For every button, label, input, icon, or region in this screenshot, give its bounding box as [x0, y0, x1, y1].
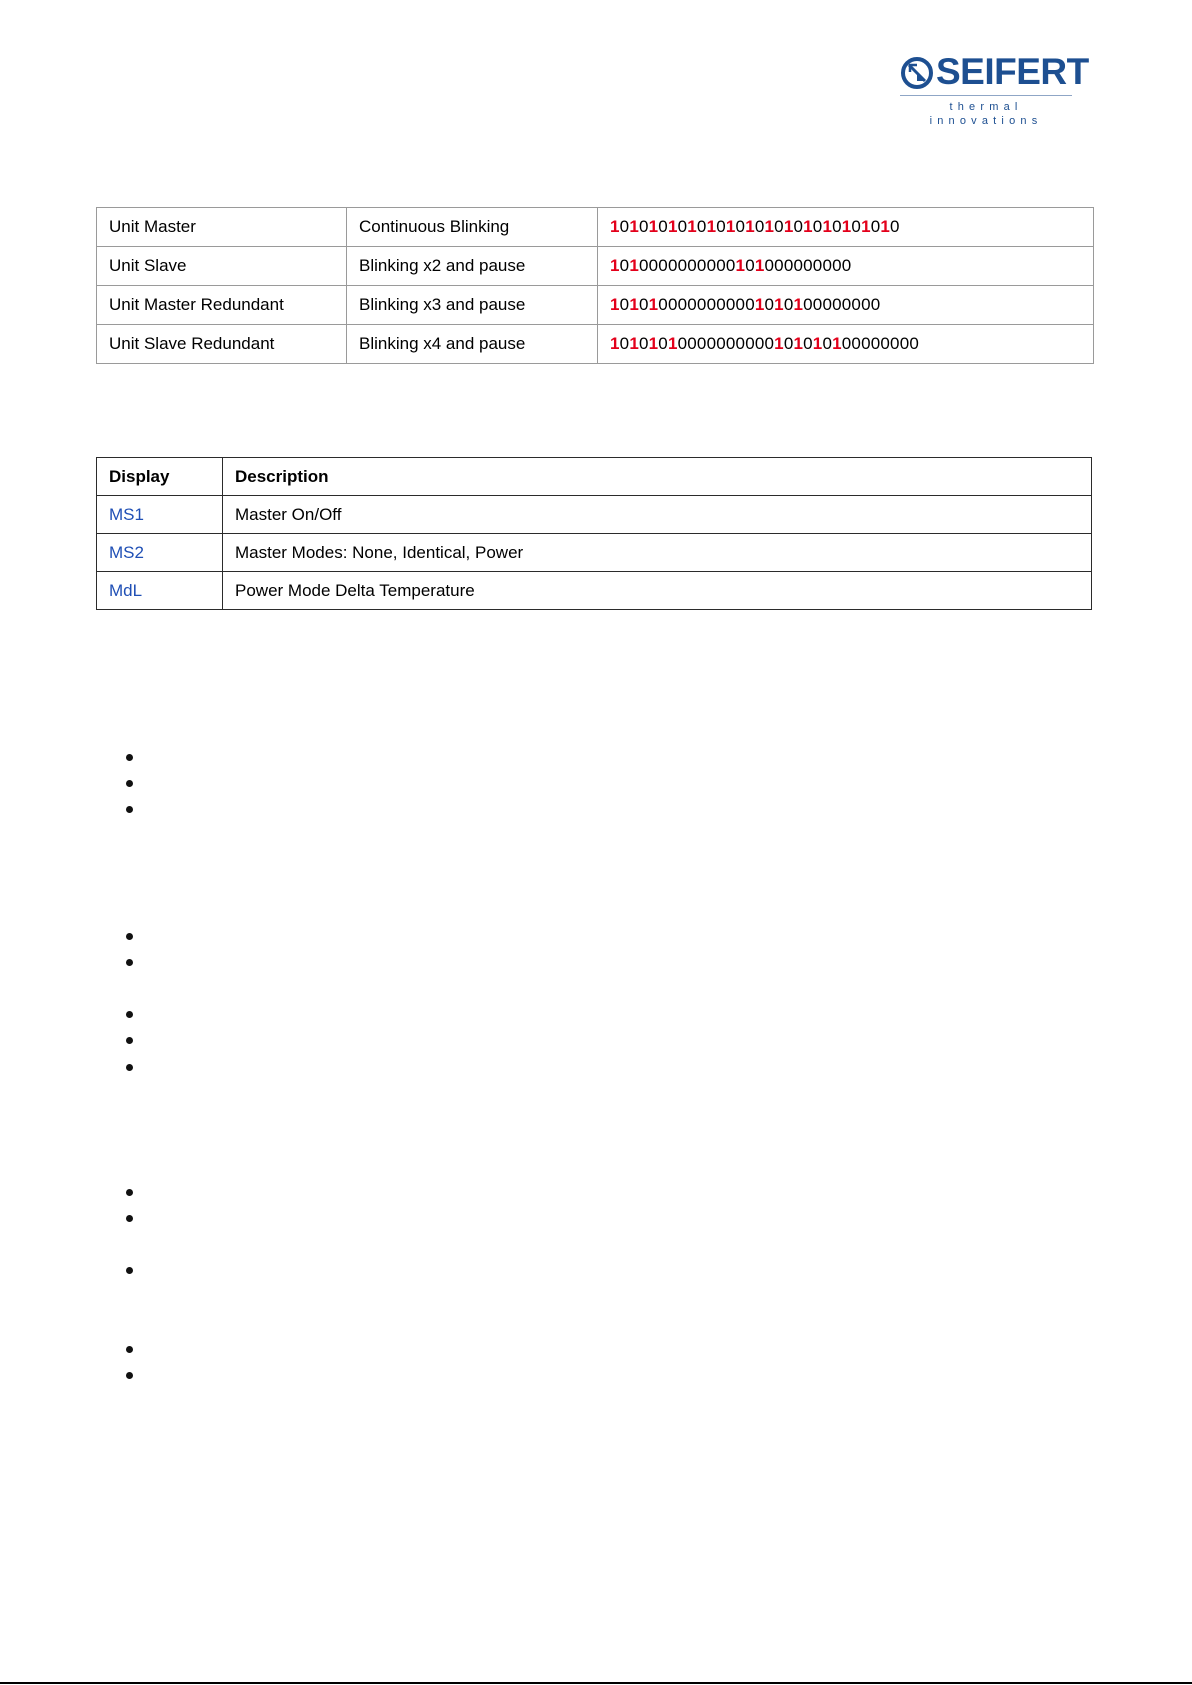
blink-pattern	[610, 334, 919, 353]
description-cell: Master Modes: None, Identical, Power	[223, 534, 1092, 572]
pattern-digit: 0	[764, 295, 775, 314]
display-code: MS1	[97, 496, 223, 534]
pattern-digit: 0	[870, 334, 881, 353]
bullet-marker	[126, 1064, 133, 1071]
pattern-digit: 1	[803, 217, 813, 236]
column-header: Description	[223, 458, 1092, 496]
bullet-marker	[126, 1215, 133, 1222]
pattern-digit: 0	[696, 256, 707, 275]
bullet-marker	[126, 1011, 133, 1018]
pattern-digit: 0	[880, 334, 891, 353]
pattern-digit: 1	[706, 217, 717, 236]
pattern-digit: 0	[861, 334, 871, 353]
pattern-digit: 0	[725, 334, 736, 353]
table-row	[97, 572, 1092, 610]
pattern-digit: 0	[754, 217, 765, 236]
pattern-digit: 0	[716, 256, 726, 275]
pattern-digit: 0	[619, 256, 630, 275]
pattern-digit: 0	[870, 217, 881, 236]
fan-icon	[900, 55, 936, 95]
pattern-digit: 1	[687, 217, 697, 236]
pattern-digit: 0	[696, 295, 707, 314]
table-row	[97, 534, 1092, 572]
bullet-marker	[126, 1267, 133, 1274]
display-parameter-table	[96, 457, 1092, 610]
blink-pattern	[610, 295, 880, 314]
pattern-digit: 0	[706, 334, 717, 353]
pattern-digit: 0	[803, 256, 813, 275]
pattern-digit: 0	[754, 334, 765, 353]
bullet-marker	[126, 806, 133, 813]
pattern-digit: 1	[725, 217, 736, 236]
pattern-digit: 0	[619, 334, 630, 353]
pattern-digit: 1	[648, 295, 659, 314]
pattern-digit: 0	[667, 295, 678, 314]
pattern-digit: 0	[687, 295, 697, 314]
pattern-digit: 0	[658, 217, 668, 236]
display-code: MS2	[97, 534, 223, 572]
column-header: Display	[97, 458, 223, 496]
blink-pattern	[610, 217, 900, 236]
pattern-digit: 0	[909, 334, 919, 353]
pattern-digit: 1	[793, 334, 804, 353]
pattern-digit: 1	[812, 334, 823, 353]
display-code: MdL	[97, 572, 223, 610]
pattern-digit: 0	[764, 334, 775, 353]
bullet-marker	[126, 754, 133, 761]
pattern-digit: 1	[774, 295, 784, 314]
pattern-digit: 1	[610, 217, 620, 236]
pattern-digit: 1	[629, 217, 639, 236]
pattern-digit: 0	[783, 256, 794, 275]
pattern-digit: 1	[861, 217, 871, 236]
pattern-digit: 0	[716, 334, 726, 353]
pattern-digit: 0	[822, 295, 833, 314]
bullet-marker	[126, 1346, 133, 1353]
pattern-digit: 0	[658, 256, 668, 275]
table-header-row	[97, 458, 1092, 496]
role-cell: Unit Master	[97, 208, 347, 247]
pattern-digit: 0	[687, 256, 697, 275]
table-row	[97, 325, 1094, 364]
pattern-digit: 0	[735, 217, 746, 236]
pattern-digit: 0	[619, 295, 630, 314]
pattern-digit: 0	[870, 295, 881, 314]
pattern-digit: 0	[706, 295, 717, 314]
pattern-cell	[598, 325, 1094, 364]
pattern-digit: 0	[638, 334, 649, 353]
pattern-digit: 1	[822, 217, 833, 236]
pattern-digit: 1	[783, 217, 794, 236]
description-cell: Master On/Off	[223, 496, 1092, 534]
table-row	[97, 208, 1094, 247]
pattern-digit: 0	[658, 334, 668, 353]
pattern-digit: 0	[619, 217, 630, 236]
logo-divider	[900, 95, 1072, 96]
pattern-digit: 1	[610, 334, 620, 353]
pattern-digit: 0	[832, 217, 842, 236]
pattern-digit: 0	[783, 295, 794, 314]
pattern-digit: 0	[803, 334, 813, 353]
indication-cell: Blinking x2 and pause	[347, 247, 598, 286]
pattern-digit: 0	[696, 217, 707, 236]
pattern-digit: 1	[880, 217, 891, 236]
pattern-digit: 0	[677, 334, 688, 353]
seifert-logo	[900, 51, 1089, 127]
pattern-digit: 0	[851, 334, 862, 353]
role-cell: Unit Slave Redundant	[97, 325, 347, 364]
pattern-digit: 0	[716, 217, 726, 236]
led-status-table	[96, 207, 1094, 364]
pattern-digit: 0	[832, 295, 842, 314]
pattern-cell	[598, 247, 1094, 286]
indication-cell: Blinking x4 and pause	[347, 325, 598, 364]
pattern-digit: 0	[735, 334, 746, 353]
table-row	[97, 247, 1094, 286]
indication-cell: Blinking x3 and pause	[347, 286, 598, 325]
pattern-digit: 0	[677, 256, 688, 275]
pattern-digit: 0	[774, 256, 784, 275]
pattern-digit: 0	[812, 295, 823, 314]
pattern-digit: 0	[851, 217, 862, 236]
blink-pattern	[610, 256, 851, 275]
pattern-digit: 0	[638, 256, 649, 275]
pattern-digit: 1	[735, 256, 746, 275]
pattern-digit: 0	[803, 295, 813, 314]
pattern-digit: 0	[687, 334, 697, 353]
page-bottom-rule	[0, 1682, 1192, 1684]
pattern-digit: 0	[899, 334, 910, 353]
bullet-marker	[126, 1372, 133, 1379]
pattern-digit: 1	[629, 256, 639, 275]
pattern-digit: 0	[638, 295, 649, 314]
pattern-digit: 0	[841, 256, 852, 275]
table-row	[97, 496, 1092, 534]
bullet-marker	[126, 1189, 133, 1196]
bullet-marker	[126, 959, 133, 966]
pattern-digit: 0	[716, 295, 726, 314]
pattern-digit: 0	[638, 217, 649, 236]
pattern-cell	[598, 208, 1094, 247]
pattern-digit: 0	[677, 295, 688, 314]
pattern-digit: 1	[745, 217, 755, 236]
pattern-digit: 1	[754, 295, 765, 314]
logo-tagline: thermal innovations	[929, 101, 1043, 127]
pattern-digit: 1	[629, 295, 639, 314]
pattern-digit: 0	[793, 256, 804, 275]
pattern-digit: 0	[648, 256, 659, 275]
pattern-digit: 0	[841, 334, 852, 353]
pattern-digit: 0	[706, 256, 717, 275]
pattern-digit: 0	[667, 256, 678, 275]
pattern-digit: 1	[832, 334, 842, 353]
pattern-digit: 1	[841, 217, 852, 236]
pattern-digit: 0	[890, 334, 900, 353]
role-cell: Unit Master Redundant	[97, 286, 347, 325]
pattern-digit: 0	[812, 217, 823, 236]
indication-cell: Continuous Blinking	[347, 208, 598, 247]
bullet-marker	[126, 933, 133, 940]
pattern-digit: 0	[832, 256, 842, 275]
pattern-digit: 0	[764, 256, 775, 275]
pattern-digit: 0	[851, 295, 862, 314]
bullet-marker	[126, 780, 133, 787]
pattern-digit: 0	[735, 295, 746, 314]
pattern-digit: 1	[610, 256, 620, 275]
pattern-digit: 0	[745, 256, 755, 275]
pattern-digit: 0	[822, 256, 833, 275]
pattern-digit: 1	[648, 334, 659, 353]
pattern-digit: 1	[764, 217, 775, 236]
pattern-digit: 0	[890, 217, 900, 236]
pattern-digit: 0	[774, 217, 784, 236]
pattern-digit: 1	[754, 256, 765, 275]
pattern-digit: 0	[783, 334, 794, 353]
pattern-digit: 1	[667, 217, 678, 236]
role-cell: Unit Slave	[97, 247, 347, 286]
pattern-digit: 0	[725, 295, 736, 314]
bullet-marker	[126, 1037, 133, 1044]
pattern-cell	[598, 286, 1094, 325]
pattern-digit: 0	[793, 217, 804, 236]
pattern-digit: 0	[841, 295, 852, 314]
pattern-digit: 0	[822, 334, 833, 353]
pattern-digit: 1	[793, 295, 804, 314]
pattern-digit: 0	[745, 334, 755, 353]
pattern-digit: 0	[745, 295, 755, 314]
pattern-digit: 1	[610, 295, 620, 314]
pattern-digit: 1	[667, 334, 678, 353]
pattern-digit: 1	[629, 334, 639, 353]
pattern-digit: 0	[725, 256, 736, 275]
pattern-digit: 0	[677, 217, 688, 236]
pattern-digit: 1	[774, 334, 784, 353]
pattern-digit: 0	[861, 295, 871, 314]
pattern-digit: 0	[812, 256, 823, 275]
pattern-digit: 0	[696, 334, 707, 353]
description-cell: Power Mode Delta Temperature	[223, 572, 1092, 610]
pattern-digit: 1	[648, 217, 659, 236]
logo-wordmark: SEIFERT	[936, 51, 1089, 92]
pattern-digit: 0	[658, 295, 668, 314]
table-row	[97, 286, 1094, 325]
